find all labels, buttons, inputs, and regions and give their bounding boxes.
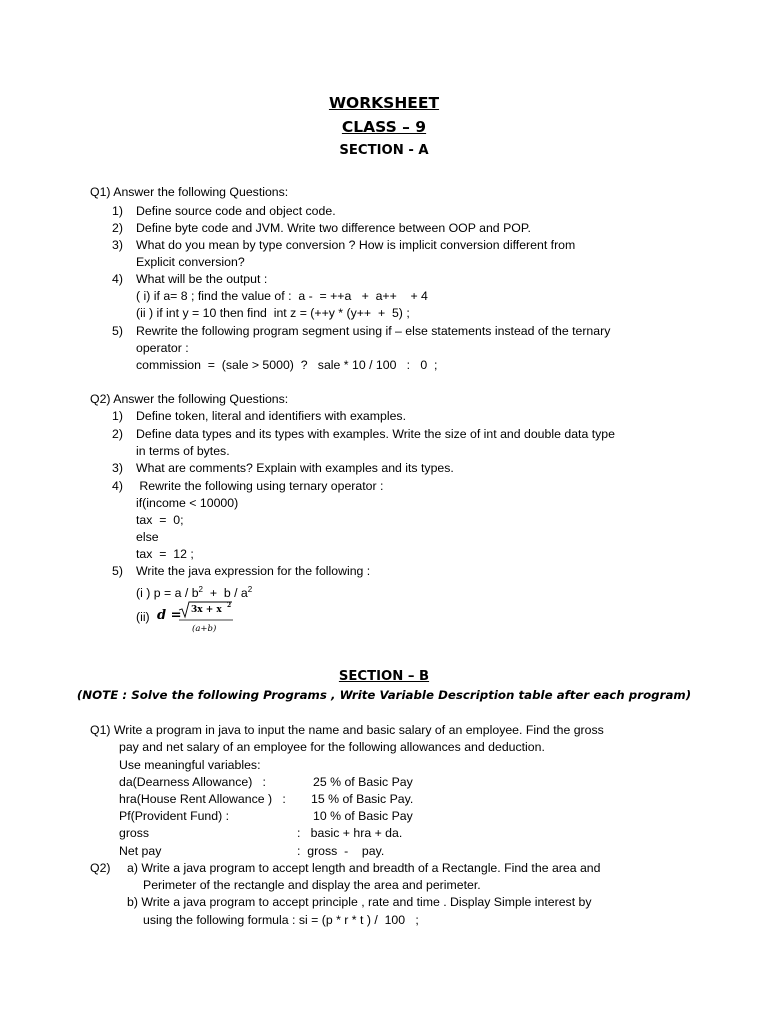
- list-item: [112, 426, 615, 443]
- list-item: [112, 323, 610, 340]
- question-label: Q1) Answer the following Questions:: [90, 185, 289, 199]
- exponent: 2: [198, 585, 203, 594]
- question-part-b-cont: using the following formula : si = (p * r * t ) / 100 ;: [143, 913, 419, 927]
- item-text: Rewrite the following using ternary operator :: [136, 479, 384, 493]
- code-line: tax = 12 ;: [136, 547, 194, 561]
- allowance-value: 25 % of Basic Pay: [313, 775, 413, 789]
- question-line: Use meaningful variables:: [119, 758, 261, 772]
- item-text: Write the java expression for the following :: [136, 564, 371, 578]
- list-item: [112, 271, 267, 288]
- item-number: 3): [112, 238, 123, 252]
- list-item: [112, 460, 454, 477]
- question-part-a-cont: Perimeter of the rectangle and display the area and perimeter.: [143, 878, 481, 892]
- fraction-numerator: 3x + x: [191, 605, 222, 615]
- question-line: Q1) Write a program in java to input the name and basic salary of an employee. Find the gross: [90, 723, 604, 737]
- fraction-denominator: (a+b): [192, 624, 217, 634]
- allowance-name: da(Dearness Allowance) :: [119, 775, 266, 789]
- sub-item: ( i) if a= 8 ; find the value of : a - = ++a + a++ + 4: [136, 289, 428, 303]
- question-part-b: b) Write a java program to accept principle , rate and time . Display Simple interest by: [127, 895, 592, 909]
- exponent: 2: [247, 585, 253, 594]
- section-b-heading: SECTION – B: [338, 669, 430, 684]
- item-continuation: Explicit conversion?: [136, 255, 245, 269]
- item-text: Define source code and object code.: [136, 204, 336, 218]
- list-item: [112, 203, 336, 220]
- item-text: What do you mean by type conversion ? How is implicit conversion different from: [136, 238, 576, 252]
- numerator-exponent: 2: [227, 602, 232, 609]
- item-number: 1): [112, 204, 123, 218]
- item-number: 2): [112, 427, 123, 441]
- question-line: pay and net salary of an employee for the following allowances and deduction.: [119, 740, 545, 754]
- list-item: [112, 478, 383, 495]
- expr-text: (i ) p = a / b: [136, 586, 199, 600]
- item-continuation: operator :: [136, 341, 189, 355]
- item-text: What will be the output :: [136, 272, 268, 286]
- item-text: Define data types and its types with examples. Write the size of int and double data type: [136, 427, 615, 441]
- section-a-heading: SECTION - A: [339, 143, 429, 158]
- item-number: 1): [112, 409, 123, 423]
- question-part-a: a) Write a java program to accept length and breadth of a Rectangle. Find the area and: [127, 861, 601, 875]
- item-number: 3): [112, 461, 123, 475]
- list-item: [112, 408, 406, 425]
- list-item: [112, 220, 531, 237]
- code-line: if(income < 10000): [136, 496, 239, 510]
- item-text: Define byte code and JVM. Write two difference between OOP and POP.: [136, 221, 531, 235]
- item-text: Rewrite the following program segment using if – else statements instead of the ternary: [136, 324, 611, 338]
- expression-two-lhs: d =: [157, 608, 182, 623]
- expr-text: + b / a: [203, 586, 248, 600]
- allowance-name: Pf(Provident Fund) :: [119, 809, 230, 823]
- item-number: 5): [112, 324, 123, 338]
- item-number: 4): [112, 479, 123, 493]
- fraction-formula: [178, 601, 234, 635]
- item-text: What are comments? Explain with examples and its types.: [136, 461, 454, 475]
- allowance-name: Net pay: [119, 844, 162, 858]
- item-number: 5): [112, 564, 123, 578]
- item-continuation: in terms of bytes.: [136, 444, 230, 458]
- item-text: Define token, literal and identifiers with examples.: [136, 409, 406, 423]
- allowance-name: gross: [119, 826, 150, 840]
- item-number: 4): [112, 272, 123, 286]
- expression-two-label: (ii): [136, 610, 150, 624]
- class-heading: CLASS – 9: [341, 118, 427, 136]
- sub-item: (ii ) if int y = 10 then find int z = (++y * (y++ + 5) ;: [136, 306, 410, 320]
- section-b-note: (NOTE : Solve the following Programs , Write Variable Description table after each program): [76, 688, 692, 702]
- expression-one: [136, 581, 252, 602]
- code-line: commission = (sale > 5000) ? sale * 10 / 100 : 0 ;: [136, 358, 438, 372]
- code-line: else: [136, 530, 159, 544]
- question-label: Q2) Answer the following Questions:: [90, 392, 289, 406]
- allowance-name: hra(House Rent Allowance ) :: [119, 792, 286, 806]
- question-label: Q2): [90, 861, 111, 875]
- item-number: 2): [112, 221, 123, 235]
- allowance-value: 10 % of Basic Pay: [313, 809, 413, 823]
- allowance-value: : basic + hra + da.: [297, 826, 403, 840]
- code-line: tax = 0;: [136, 513, 184, 527]
- allowance-value: : gross - pay.: [297, 844, 385, 858]
- list-item: [112, 563, 370, 580]
- list-item: [112, 237, 575, 254]
- worksheet-title: WORKSHEET: [328, 94, 440, 112]
- allowance-value: 15 % of Basic Pay.: [311, 792, 414, 806]
